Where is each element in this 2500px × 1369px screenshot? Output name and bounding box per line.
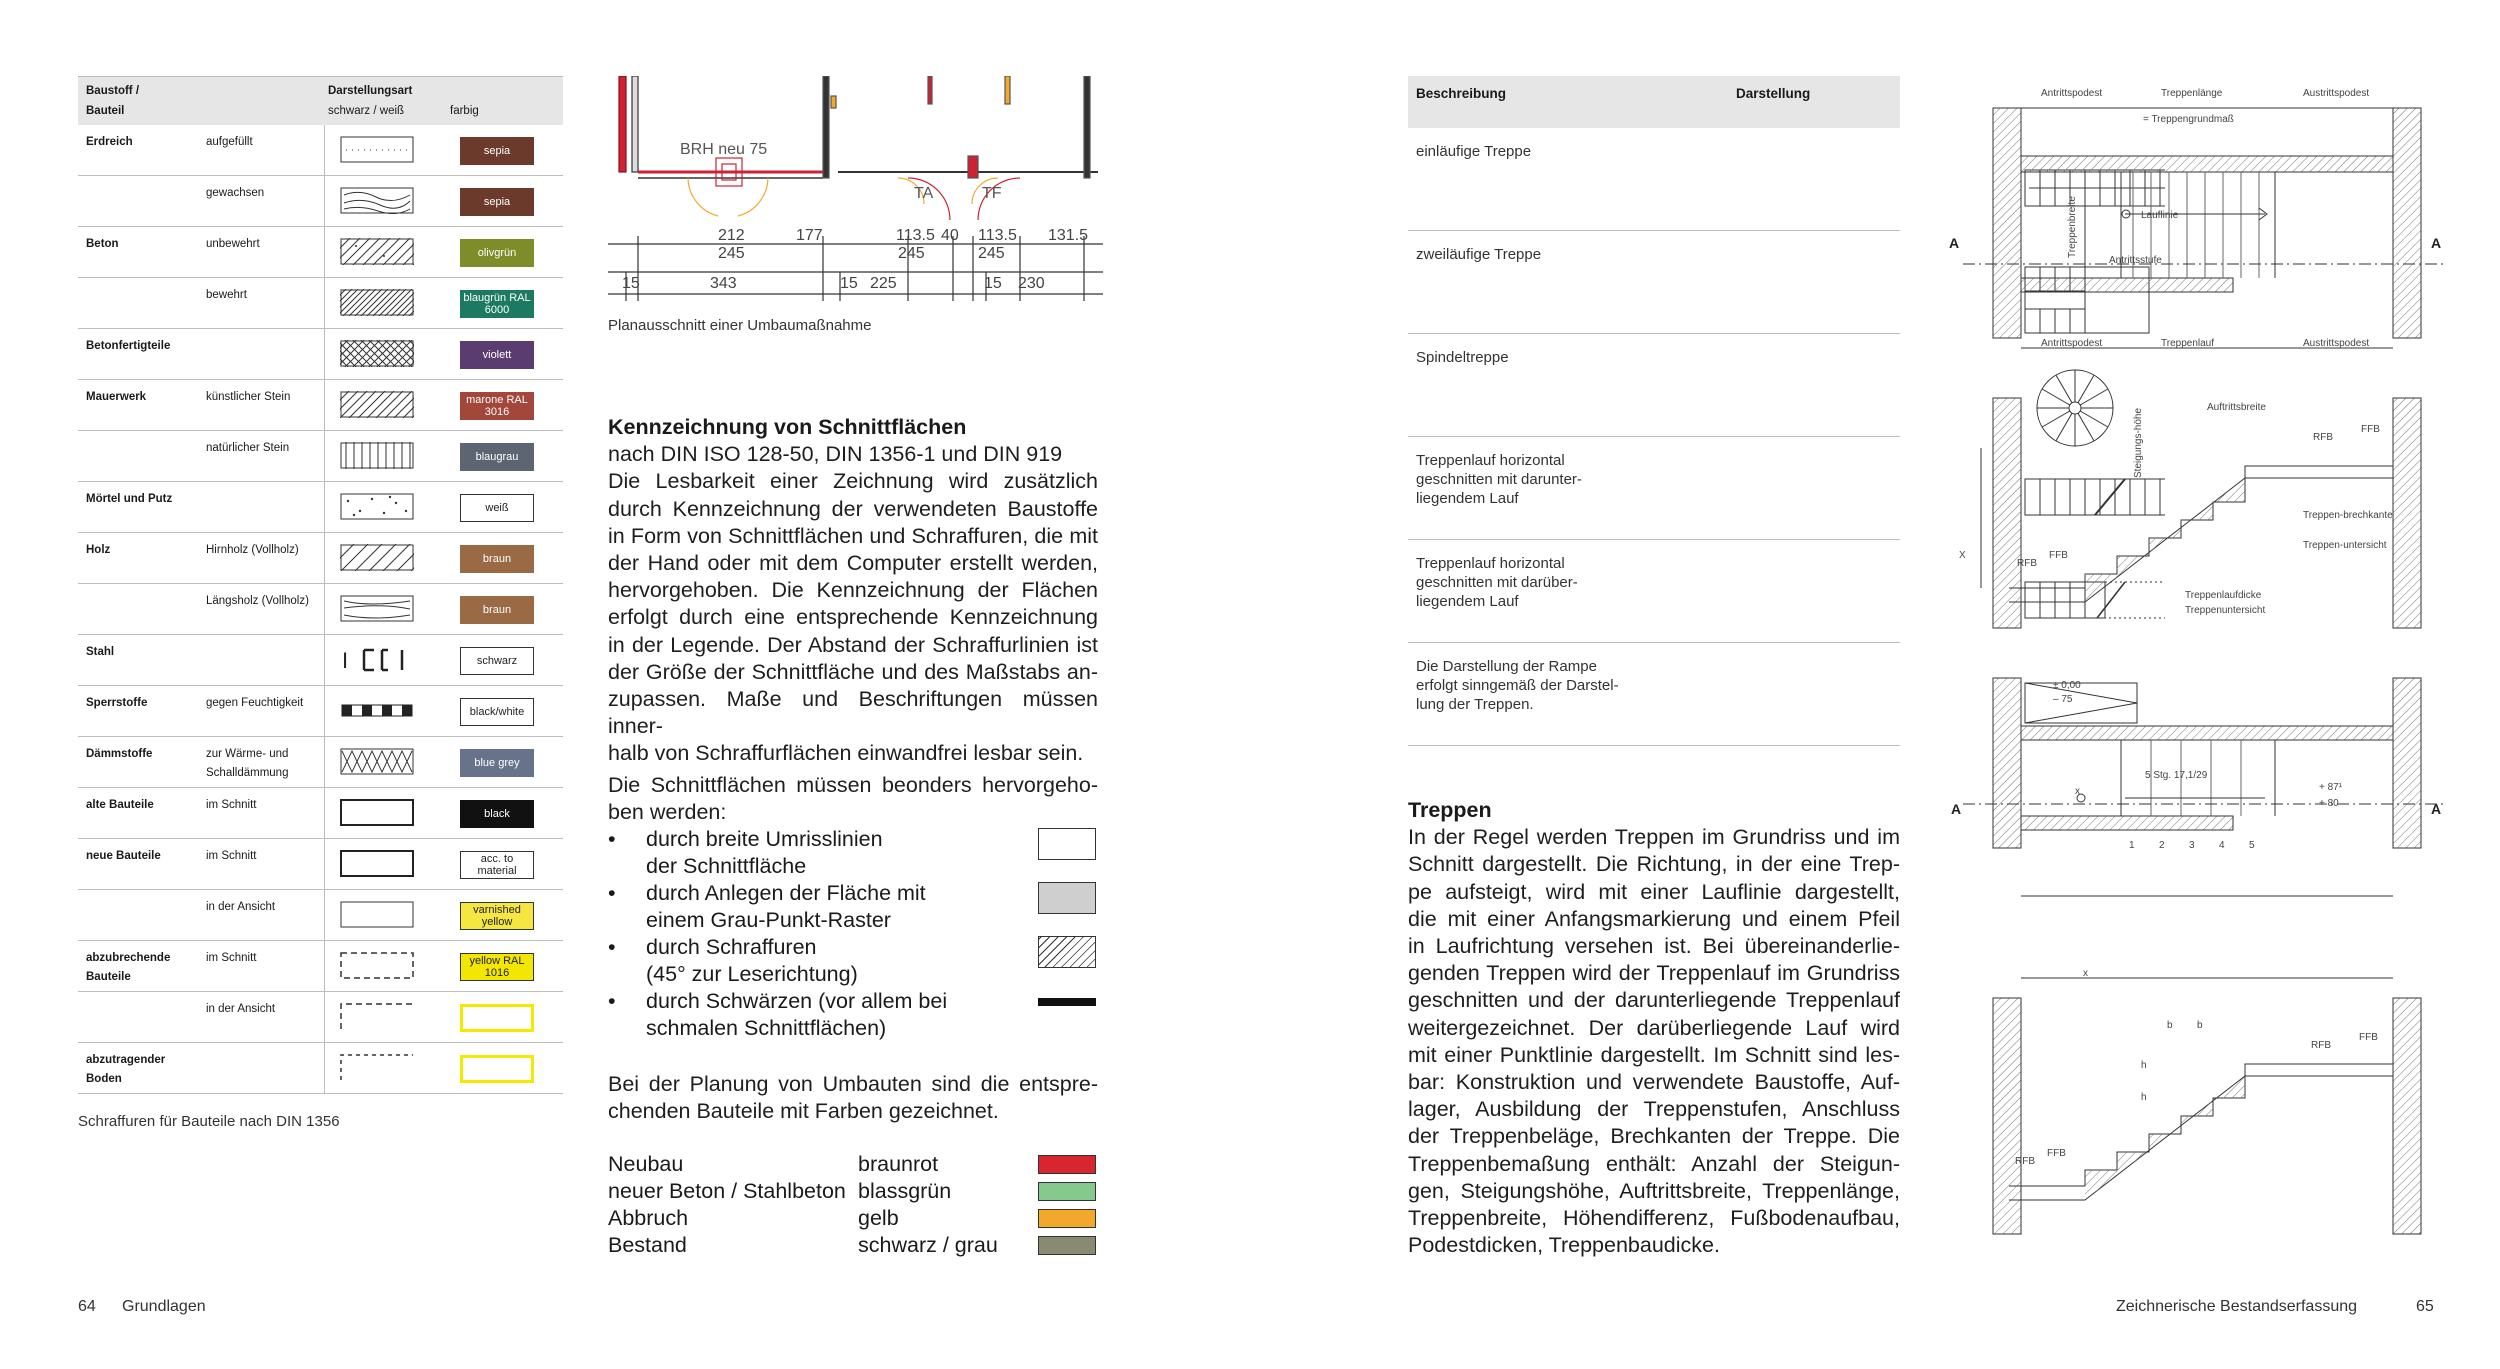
materials-row — [78, 788, 563, 839]
legend-swatch — [1038, 1209, 1096, 1228]
treppen-line: geschnitten und der darunterliegende Treppenlauf — [1408, 988, 1900, 1013]
materials-row — [78, 635, 563, 686]
material-name: abzutragender Boden — [86, 1054, 166, 1085]
legend-term: Bestand — [608, 1233, 687, 1257]
stair-diagrams — [1945, 78, 2455, 1238]
hatch-swatch — [340, 1054, 414, 1081]
section-lead — [608, 772, 1098, 826]
header-col2: Darstellungsart — [328, 85, 413, 97]
color-swatch: weiß — [460, 494, 534, 522]
floor-plan-excerpt — [608, 76, 1108, 301]
d1-a-right: A — [2431, 235, 2442, 251]
materials-row — [78, 584, 563, 635]
legend-term: neuer Beton / Stahlbeton — [608, 1179, 846, 1203]
material-name: alte Bauteile — [86, 799, 154, 811]
hatch-swatch — [340, 187, 414, 214]
d3-right: + 87¹ — [2319, 782, 2343, 793]
material-name: Betonfertigteile — [86, 340, 171, 352]
paragraph-line: erfolgt durch eine entsprechende Kennzeichnung — [608, 605, 1098, 630]
d4-rfb: RFB — [2311, 1040, 2331, 1051]
d4-b1: b — [2167, 1020, 2173, 1031]
material-sub: gegen Feuchtigkeit — [206, 697, 304, 709]
hatch-swatch — [340, 748, 414, 775]
materials-row — [78, 125, 563, 176]
plan-dim-label: 15 — [840, 275, 858, 292]
section-title: Kennzeichnung von Schnittflächen — [608, 415, 967, 439]
paragraph-line: halb von Schraffurflächen einwandfrei lesbar sein. — [608, 741, 1084, 766]
bullet-line: schmalen Schnittflächen) — [646, 1016, 887, 1040]
d2-tl: Treppenlaufdicke — [2185, 590, 2262, 601]
section-paragraph — [608, 468, 1098, 767]
color-swatch: braun — [460, 545, 534, 573]
materials-row — [78, 737, 563, 788]
paragraph-line: der Größe der Schnittfläche und des Maßstabs an- — [608, 659, 1098, 684]
hatch-swatch — [340, 391, 414, 418]
material-name: neue Bauteile — [86, 850, 161, 862]
material-name: Holz — [86, 544, 111, 556]
stair-row — [1408, 231, 1900, 334]
material-sub: im Schnitt — [206, 799, 257, 811]
d4-rfb2: RFB — [2015, 1156, 2035, 1167]
paragraph-line: Die Lesbarkeit einer Zeichnung wird zusätzlich — [608, 469, 1098, 494]
color-swatch: olivgrün — [460, 239, 534, 267]
plan-caption: Planausschnitt einer Umbaumaßnahme — [608, 317, 872, 334]
bullet-sample — [1038, 998, 1096, 1006]
hatch-swatch — [340, 952, 414, 979]
color-swatch: blaugrün RAL 6000 — [460, 290, 534, 318]
d2-tu: Treppen-untersicht — [2303, 540, 2387, 551]
d4-b2: b — [2197, 1020, 2203, 1031]
lead-line: ben werden: — [608, 800, 727, 825]
materials-row — [78, 380, 563, 431]
d2-ffb: FFB — [2361, 424, 2380, 435]
color-intro-line: chenden Bauteile mit Farben gezeichnet. — [608, 1099, 999, 1124]
material-name: abzubrechende Bauteile — [86, 952, 171, 983]
bullet-dot: • — [608, 827, 616, 851]
color-swatch: marone RAL 3016 — [460, 392, 534, 420]
d3-a-left: A — [1951, 801, 1962, 817]
color-swatch: sepia — [460, 137, 534, 165]
right-running-title: Zeichnerische Bestandserfassung — [2116, 1298, 2358, 1315]
bullet-line: durch Anlegen der Fläche mit — [646, 881, 926, 905]
legend-value: braunrot — [858, 1152, 939, 1176]
plan-dim-label: 113.5 — [896, 227, 935, 244]
d3-step-numbers — [2129, 840, 2255, 851]
d1-l3: Austrittspodest — [2303, 88, 2370, 99]
treppen-line: genden Treppen wird der Treppenlauf im Grundriss — [1408, 961, 1900, 986]
treppen-line: die mit einer Anfangsmarkierung und einem Pfeil — [1408, 906, 1900, 931]
d4-h2: h — [2141, 1092, 2147, 1103]
d3-step-number: 5 — [2249, 840, 2255, 851]
materials-row — [78, 176, 563, 227]
d3-top2: – 75 — [2053, 694, 2073, 705]
left-page-number: 64 — [78, 1298, 96, 1315]
stair-desc: zweiläufige Treppe — [1416, 246, 1542, 263]
color-legend — [608, 1151, 1103, 1271]
material-sub: Längsholz (Vollholz) — [206, 595, 309, 607]
plan-dim-label: 245 — [718, 245, 745, 262]
right-page-number: 65 — [2416, 1298, 2434, 1315]
plan-dim-label: 245 — [898, 245, 925, 262]
treppen-line: bar: Konstruktion und verwendete Baustoffe, Auf- — [1408, 1070, 1900, 1095]
section-schnittflaechen — [608, 414, 1098, 768]
materials-row — [78, 329, 563, 380]
material-name: Mörtel und Putz — [86, 493, 173, 505]
treppen-line: pe aufsteigt, wird mit einer Lauflinie dargestellt, — [1408, 879, 1900, 904]
material-sub: Hirnholz (Vollholz) — [206, 544, 299, 556]
header-col1b: Bauteil — [86, 105, 125, 117]
legend-value: gelb — [858, 1206, 899, 1230]
material-name: Stahl — [86, 646, 115, 658]
color-swatch: schwarz — [460, 647, 534, 675]
bullet-sample — [1038, 828, 1096, 860]
bullet-line: durch Schraffuren — [646, 935, 817, 959]
svg-text:I: I — [342, 648, 349, 673]
diagram-section-2 — [1993, 978, 2421, 1234]
bullet-line: durch breite Umrisslinien — [646, 827, 883, 851]
d1-v: Treppenbreite — [2067, 196, 2078, 258]
stair-head-desc: Beschreibung — [1416, 86, 1507, 101]
d4-ffb: FFB — [2359, 1032, 2378, 1043]
materials-table-header — [78, 76, 563, 125]
bullet-sample — [1038, 882, 1096, 914]
stair-desc: Treppenlauf horizontal geschnitten mit darunter- liegendem Lauf — [1416, 452, 1582, 507]
paragraph-line: der Hand oder mit dem Computer erstellt werden, — [608, 551, 1098, 576]
stair-desc: Die Darstellung der Rampe erfolgt sinngemäß der Darstel- lung der Treppen. — [1416, 658, 1619, 713]
d4-ffb2: FFB — [2047, 1148, 2066, 1159]
d1-lauf: Lauflinie — [2141, 210, 2179, 221]
material-name: Sperrstoffe — [86, 697, 148, 709]
color-swatch: braun — [460, 596, 534, 624]
paragraph-line: in Form von Schnittflächen und Schraffuren, die mit — [608, 523, 1098, 548]
d2-rfb: RFB — [2313, 432, 2333, 443]
material-sub: aufgefüllt — [206, 136, 253, 148]
stair-desc: Treppenlauf horizontal geschnitten mit darüber- liegendem Lauf — [1416, 555, 1578, 610]
materials-row — [78, 278, 563, 329]
diagram-plan-1 — [1963, 108, 2445, 338]
d1-stufe: Antrittsstufe — [2109, 255, 2162, 266]
d2-x: X — [1959, 550, 1966, 561]
materials-row — [78, 227, 563, 278]
materials-row — [78, 482, 563, 533]
materials-row — [78, 839, 563, 890]
d2-l3: Austrittspodest — [2303, 338, 2370, 349]
hatch-swatch — [340, 340, 414, 367]
paragraph-line: in der Legende. Der Abstand der Schraffurlinien ist — [608, 632, 1098, 657]
bullet-dot: • — [608, 989, 616, 1013]
legend-swatch — [1038, 1182, 1096, 1201]
material-sub: gewachsen — [206, 187, 265, 199]
hatch-swatch — [340, 238, 414, 265]
bullet-dot: • — [608, 935, 616, 959]
plan-dim-label: 131.5 — [1048, 227, 1089, 244]
plan-dim-label: 113.5 — [978, 227, 1017, 244]
hatch-swatch — [340, 544, 414, 571]
treppen-line: mit einer Punktlinie dargestellt. Im Schnitt sind les- — [1408, 1042, 1900, 1067]
plan-dim-label: 225 — [870, 275, 897, 292]
stair-row — [1408, 334, 1900, 437]
material-name: Beton — [86, 238, 119, 250]
legend-value: blassgrün — [858, 1179, 952, 1203]
plan-room-label: BRH neu 75 — [680, 141, 768, 158]
d2-l1: Antrittspodest — [2041, 338, 2103, 349]
section-treppen — [1408, 797, 1900, 1259]
color-intro-line: Bei der Planung von Umbauten sind die entspre- — [608, 1072, 1098, 1096]
materials-row — [78, 533, 563, 584]
hatch-swatch — [340, 799, 414, 826]
materials-row — [78, 431, 563, 482]
d2-bk: Treppen-brechkante — [2303, 510, 2393, 521]
materials-rows — [78, 125, 563, 1094]
color-swatch: blue grey — [460, 749, 534, 777]
d2-l2: Treppenlauf — [2161, 338, 2214, 349]
paragraph-line: durch Kennzeichnung der verwendeten Baustoffe — [608, 496, 1098, 521]
plan-door-tf: TF — [982, 185, 1002, 202]
material-name: Dämmstoffe — [86, 748, 153, 760]
color-swatch: black/white — [460, 698, 534, 726]
material-name: Erdreich — [86, 136, 133, 148]
material-sub: im Schnitt — [206, 952, 257, 964]
color-swatch: violett — [460, 341, 534, 369]
materials-row — [78, 890, 563, 941]
color-swatch — [460, 1004, 534, 1032]
legend-value: schwarz / grau — [858, 1233, 998, 1257]
d4-x: x — [2083, 968, 2088, 979]
d3-step-number: 4 — [2219, 840, 2225, 851]
stair-row — [1408, 128, 1900, 231]
d1-l1: Antrittspodest — [2041, 88, 2103, 99]
materials-row — [78, 686, 563, 737]
d3-mid: 5 Stg. 17,1/29 — [2145, 770, 2208, 781]
d2-ab: Auftrittsbreite — [2207, 402, 2266, 413]
bullet-line: der Schnittfläche — [646, 854, 807, 878]
stair-desc: Spindeltreppe — [1416, 349, 1509, 366]
material-sub: natürlicher Stein — [206, 442, 290, 454]
color-swatch: acc. to material — [460, 851, 534, 879]
d3-step-number: 1 — [2129, 840, 2135, 851]
d2-sh: Steigungs-höhe — [2133, 407, 2144, 478]
plan-dim-label: 343 — [710, 275, 737, 292]
plan-dim-label: 245 — [978, 245, 1005, 262]
bullet-line: durch Schwärzen (vor allem bei — [646, 989, 948, 1013]
header-col1a: Baustoff / — [86, 85, 140, 97]
d1-l2: Treppenlänge — [2161, 88, 2223, 99]
header-col4: farbig — [450, 105, 479, 117]
stair-table-header — [1408, 76, 1900, 128]
material-sub: unbewehrt — [206, 238, 260, 250]
header-col3: schwarz / weiß — [328, 105, 405, 117]
treppen-line: Treppenbemaßung enthält: Anzahl der Steigun- — [1408, 1151, 1900, 1176]
hatch-swatch — [340, 646, 414, 673]
material-sub: im Schnitt — [206, 850, 257, 862]
material-name: Mauerwerk — [86, 391, 147, 403]
d3-right2: + 80 — [2319, 798, 2339, 809]
treppen-line: weitergezeichnet. Der darüberliegende Lauf wird — [1408, 1015, 1900, 1040]
d3-step-number: 3 — [2189, 840, 2195, 851]
material-sub: künstlicher Stein — [206, 391, 291, 403]
color-swatch: blaugrau — [460, 443, 534, 471]
color-intro — [608, 1071, 1098, 1125]
treppen-line: in Laufrichtung versehen ist. Bei übereinanderlie- — [1408, 934, 1900, 959]
bullet-line: (45° zur Leserichtung) — [646, 962, 858, 986]
d4-h1: h — [2141, 1060, 2147, 1071]
hatch-swatch — [340, 595, 414, 622]
section-intro: nach DIN ISO 128-50, DIN 1356-1 und DIN 919 — [608, 442, 1063, 467]
legend-swatch — [1038, 1155, 1096, 1174]
d3-x: x — [2075, 786, 2080, 797]
hatch-swatch — [340, 442, 414, 469]
d3-step-number: 2 — [2159, 840, 2165, 851]
diagram-plan-2 — [1963, 678, 2445, 896]
hatch-swatch — [340, 493, 414, 520]
left-running-title: Grundlagen — [122, 1298, 206, 1315]
hatch-swatch — [340, 136, 414, 163]
stair-table — [1408, 76, 1900, 746]
plan-dim-label: 15 — [984, 275, 1002, 292]
color-swatch: varnished yellow — [460, 902, 534, 930]
plan-dimensions — [622, 227, 1088, 292]
plan-dim-label: 177 — [796, 227, 823, 244]
legend-swatch — [1038, 1236, 1096, 1255]
bullet-line: einem Grau-Punkt-Raster — [646, 908, 891, 932]
bullet-list — [608, 826, 1103, 1056]
stair-row — [1408, 643, 1900, 746]
hatch-swatch — [340, 697, 414, 724]
d3-a-right: A — [2431, 801, 2442, 817]
hatch-swatch — [340, 901, 414, 928]
treppen-title: Treppen — [1408, 798, 1492, 822]
treppen-line: gen, Steigungshöhe, Auftrittsbreite, Treppenlänge, — [1408, 1178, 1900, 1203]
legend-term: Abbruch — [608, 1206, 689, 1230]
plan-door-ta: TA — [914, 185, 934, 202]
materials-row — [78, 941, 563, 992]
stair-row — [1408, 437, 1900, 540]
color-swatch: yellow RAL 1016 — [460, 953, 534, 981]
treppen-line: Treppenbreite, Höhendifferenz, Fußbodenaufbau, — [1408, 1206, 1900, 1231]
hatch-swatch — [340, 1003, 414, 1030]
d2-rfb2: RFB — [2017, 558, 2037, 569]
stair-head-rep: Darstellung — [1736, 86, 1811, 101]
legend-term: Neubau — [608, 1152, 684, 1176]
paragraph-line: zupassen. Maße und Beschriftungen müssen inner- — [608, 687, 1098, 739]
d2-tu2: Treppenuntersicht — [2185, 605, 2266, 616]
treppen-line: Podestdicken, Treppenbaudicke. — [1408, 1233, 1720, 1258]
plan-dim-label: 15 — [622, 275, 640, 292]
stair-desc: einläufige Treppe — [1416, 143, 1532, 160]
hatch-swatch — [340, 850, 414, 877]
treppen-line: In der Regel werden Treppen im Grundriss und im — [1408, 825, 1900, 850]
materials-row — [78, 992, 563, 1043]
plan-dim-label: 40 — [941, 227, 959, 244]
treppen-line: Schnitt dargestellt. Die Richtung, in der eine Trep- — [1408, 852, 1900, 877]
bullet-dot: • — [608, 881, 616, 905]
d3-top: ± 0,00 — [2053, 680, 2081, 691]
plan-dim-label: 230 — [1018, 275, 1045, 292]
material-sub: zur Wärme- und Schalldämmung — [206, 748, 289, 779]
material-sub: bewehrt — [206, 289, 247, 301]
materials-table — [78, 76, 563, 1094]
paragraph-line: hervorgehoben. Die Kennzeichnung der Flächen — [608, 578, 1098, 603]
treppen-line: lager, Ausbildung der Treppenstufen, Anschluss — [1408, 1097, 1900, 1122]
color-swatch: black — [460, 800, 534, 828]
materials-caption: Schraffuren für Bauteile nach DIN 1356 — [78, 1113, 340, 1130]
stair-row — [1408, 540, 1900, 643]
treppen-line: der Treppenbeläge, Brechkanten der Treppe. Die — [1408, 1124, 1900, 1149]
d1-a-left: A — [1949, 235, 1960, 251]
material-sub: in der Ansicht — [206, 901, 276, 913]
diagram-section-1 — [1981, 348, 2421, 628]
bullet-sample — [1038, 936, 1096, 968]
color-swatch — [460, 1055, 534, 1083]
materials-row — [78, 1043, 563, 1094]
d1-sub: = Treppengrundmaß — [2143, 114, 2234, 125]
plan-dim-label: 212 — [718, 227, 745, 244]
lead-line: Die Schnittflächen müssen beonders hervorgeho- — [608, 773, 1098, 797]
d2-ffb2: FFB — [2049, 550, 2068, 561]
color-swatch: sepia — [460, 188, 534, 216]
material-sub: in der Ansicht — [206, 1003, 276, 1015]
hatch-swatch — [340, 289, 414, 316]
